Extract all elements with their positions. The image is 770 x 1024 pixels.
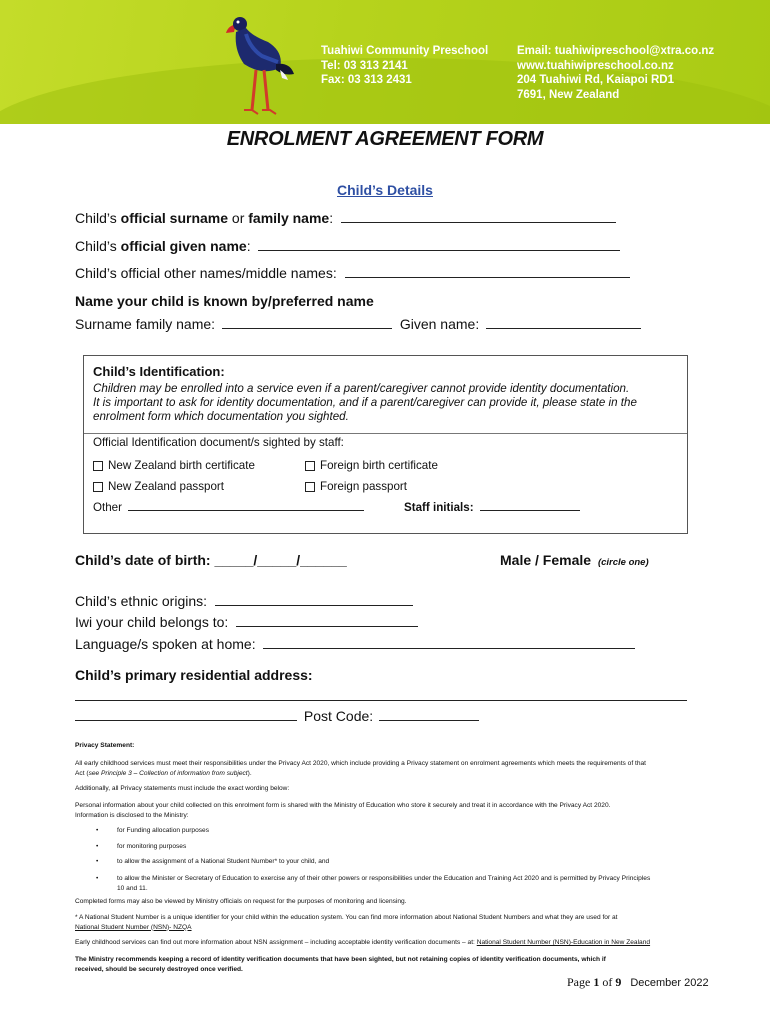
surname-label-pre: Child’s xyxy=(75,210,121,226)
privacy-p7-line-2: received, should be securely destroyed once verified. xyxy=(75,965,243,973)
identification-note-3: enrolment form which documentation you sighted. xyxy=(93,410,349,423)
org-name: Tuahiwi Community Preschool xyxy=(321,45,489,57)
preferred-surname-input-line[interactable] xyxy=(222,316,392,329)
address-line-row-2 xyxy=(75,708,479,724)
postcode-input-line[interactable] xyxy=(379,708,479,721)
other-input-line[interactable] xyxy=(128,500,364,511)
privacy-p1-line-1: All early childhood services must meet their responsibilities under the Privacy Act 2020, which include providing a Privacy statement on enrolment agreements which meets the requirements of that xyxy=(75,760,647,767)
privacy-p1-pre: Act ( xyxy=(75,769,89,777)
iwi-row xyxy=(75,614,418,630)
given-label-pre: Child’s xyxy=(75,238,121,254)
bullet-icon: • xyxy=(96,875,99,882)
iwi-input-line[interactable] xyxy=(236,614,418,627)
identification-title: Child’s Identification: xyxy=(93,364,225,379)
preferred-given-input-line[interactable] xyxy=(486,316,641,329)
ethnic-label: Child’s ethnic origins: xyxy=(75,593,208,609)
privacy-bullet-3: to allow the assignment of a National Student Number* to your child, and xyxy=(117,858,330,865)
page-footer xyxy=(567,975,709,990)
language-row xyxy=(75,636,635,652)
fax: Fax: 03 313 2431 xyxy=(321,74,412,86)
checkbox-icon[interactable] xyxy=(305,482,315,492)
checkbox-icon[interactable] xyxy=(93,461,103,471)
address-line-row-1 xyxy=(75,688,687,704)
option-foreign-passport[interactable] xyxy=(305,480,407,493)
option-label: Foreign birth certificate xyxy=(320,459,438,472)
privacy-bullet-1: for Funding allocation purposes xyxy=(117,827,210,834)
privacy-p1-post: ). xyxy=(247,769,252,777)
privacy-bullet-4 xyxy=(117,874,697,893)
other-label: Other xyxy=(93,501,122,514)
preferred-given-label: Given name: xyxy=(399,316,480,332)
option-nz-passport[interactable] xyxy=(93,480,224,493)
privacy-p1-line-2 xyxy=(75,769,695,779)
nsn-nzqa-link[interactable]: National Student Number (NSN)- NZQA xyxy=(75,923,192,931)
phone: Tel: 03 313 2141 xyxy=(321,59,408,72)
privacy-heading: Privacy Statement: xyxy=(75,742,135,749)
option-label: Foreign passport xyxy=(320,480,407,493)
preferred-surname-label: Surname family name: xyxy=(75,316,216,332)
bullet-icon: • xyxy=(96,858,99,865)
privacy-p3-line-2: Information is disclosed to the Ministry: xyxy=(75,811,189,819)
surname-row xyxy=(75,210,616,226)
bullet-icon: • xyxy=(96,827,99,834)
privacy-p3-line-1: Personal information about your child collected on this enrolment form is shared with the Ministry of Education who store it securely and treat it in accordance with the Privacy Act 2020. xyxy=(75,802,611,809)
given-label-post: : xyxy=(246,238,251,254)
gender-note: (circle one) xyxy=(597,557,649,568)
staff-initials-input-line[interactable] xyxy=(480,500,580,511)
given-name-row xyxy=(75,238,620,254)
email: Email: tuahiwipreschool@xtra.co.nz xyxy=(517,45,715,57)
page-total: 9 xyxy=(615,975,622,989)
letterhead-banner xyxy=(0,0,770,124)
address-input-line-2[interactable] xyxy=(75,708,297,721)
address-heading: Child’s primary residential address: xyxy=(75,667,313,683)
checkbox-icon[interactable] xyxy=(305,461,315,471)
identification-note-1: Children may be enrolled into a service even if a parent/caregiver cannot provide identity documentation. xyxy=(93,382,630,395)
other-names-row xyxy=(75,265,630,281)
privacy-paragraph-1 xyxy=(75,759,695,778)
option-nz-birth-cert[interactable] xyxy=(93,459,255,472)
page-number: 1 xyxy=(593,975,600,989)
option-foreign-birth-cert[interactable] xyxy=(305,459,438,472)
identification-box xyxy=(83,355,688,534)
gender-row xyxy=(500,552,649,568)
dob-label: Child’s date of birth: _____/_____/______ xyxy=(75,552,347,568)
ethnic-row xyxy=(75,593,413,609)
preferred-name-heading: Name your child is known by/preferred name xyxy=(75,293,374,309)
address-input-line-1[interactable] xyxy=(75,688,687,701)
postcode-label: Post Code: xyxy=(303,708,374,724)
surname-label-mid: or xyxy=(228,210,249,226)
identification-note-2: It is important to ask for identity documentation, and if a parent/caregiver can provide it, please state in the xyxy=(93,396,637,409)
form-title: ENROLMENT AGREEMENT FORM xyxy=(226,128,544,150)
bullet-icon: • xyxy=(96,843,99,850)
page-word: Page xyxy=(567,975,591,989)
privacy-bullet-4-line-2: 10 and 11. xyxy=(117,884,148,892)
privacy-bullet-4-line-1: to allow the Minister or Secretary of Education to exercise any of their other powers or responsibilities under the Education and Training Act 2020 and is permitted by Privacy Principles xyxy=(117,875,651,882)
staff-initials-label: Staff initials: xyxy=(404,501,474,514)
childs-details-heading: Child’s Details xyxy=(337,182,433,198)
surname-input-line[interactable] xyxy=(341,210,616,223)
website: www.tuahiwipreschool.co.nz xyxy=(517,59,674,72)
given-name-input-line[interactable] xyxy=(258,238,620,251)
option-label: New Zealand passport xyxy=(108,480,224,493)
privacy-paragraph-3 xyxy=(75,801,695,820)
privacy-paragraph-2: Additionally, all Privacy statements must include the exact wording below: xyxy=(75,785,290,792)
nsn-education-link[interactable]: National Student Number (NSN)-Education in New Zealand xyxy=(476,939,651,946)
given-label-bold: official given name xyxy=(120,238,247,254)
org-contact-block xyxy=(321,44,488,88)
of-word: of xyxy=(602,975,613,989)
preferred-name-row xyxy=(75,316,641,332)
iwi-label: Iwi your child belongs to: xyxy=(75,614,229,630)
staff-initials-row xyxy=(404,500,580,514)
surname-label-post: : xyxy=(329,210,334,226)
sighted-label: Official Identification document/s sighted by staff: xyxy=(93,436,344,449)
privacy-paragraph-6 xyxy=(75,938,695,948)
address-line-2: 7691, New Zealand xyxy=(517,88,620,101)
privacy-paragraph-5 xyxy=(75,913,695,932)
surname-label-bold-2: family name xyxy=(248,210,330,226)
privacy-paragraph-7 xyxy=(75,955,695,974)
option-label: New Zealand birth certificate xyxy=(108,459,255,472)
gender-options[interactable]: Male / Female xyxy=(500,552,592,568)
surname-label-bold-1: official surname xyxy=(120,210,229,226)
language-label: Language/s spoken at home: xyxy=(75,636,256,652)
other-row xyxy=(93,500,364,514)
other-names-input-line[interactable] xyxy=(345,265,630,278)
ethnic-input-line[interactable] xyxy=(215,593,413,606)
footer-date: December 2022 xyxy=(630,977,709,989)
privacy-p1-italic: see Principle 3 – Collection of information from subject xyxy=(88,769,248,777)
address-block xyxy=(517,44,714,102)
privacy-bullet-2: for monitoring purposes xyxy=(117,843,187,850)
language-input-line[interactable] xyxy=(263,636,635,649)
privacy-p5-line-1: * A National Student Number is a unique identifier for your child within the education system. You can find more information about National Student Numbers and what they are used for at xyxy=(75,914,618,921)
checkbox-icon[interactable] xyxy=(93,482,103,492)
address-line-1: 204 Tuahiwi Rd, Kaiapoi RD1 xyxy=(517,74,674,86)
privacy-p6-text: Early childhood services can find out more information about NSN assignment – including acceptable identity verification documents – at: xyxy=(75,939,477,946)
pukeko-bird-icon xyxy=(206,2,306,120)
privacy-paragraph-4: Completed forms may also be viewed by Ministry officials on request for the purposes of monitoring and licensing. xyxy=(75,898,407,905)
privacy-p7-line-1: The Ministry recommends keeping a record of identity verification documents that have been sighted, but not retaining copies of identity verification documents, which if xyxy=(75,956,606,963)
other-names-label: Child’s official other names/middle names: xyxy=(75,265,337,281)
